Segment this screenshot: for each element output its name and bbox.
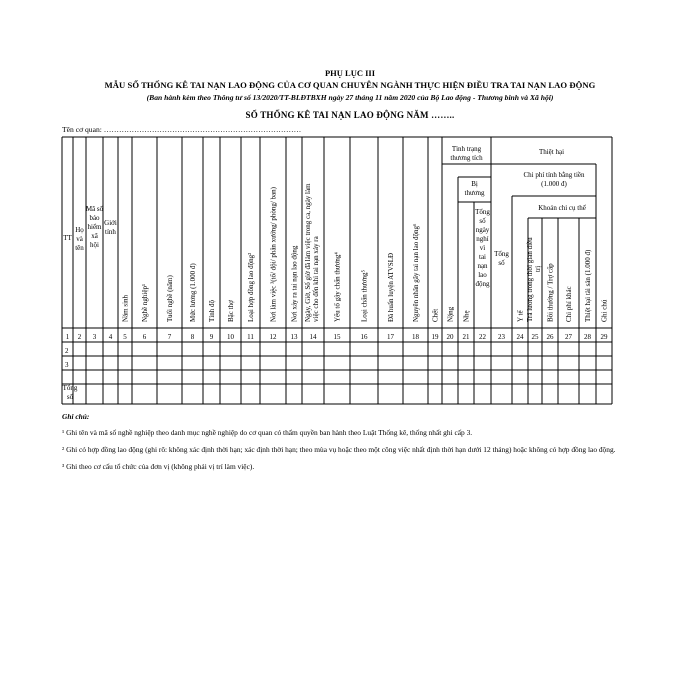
col-header-7: Tuổi nghề (năm) [166,275,174,322]
col-number-12: 12 [269,333,277,341]
col-number-15: 15 [333,333,341,341]
col-header-1: TT [63,234,72,242]
col-number-28: 28 [584,333,591,341]
col-header-15: Yếu tố gây chấn thương⁴ [333,252,342,322]
col-number-4: 4 [108,333,113,341]
col-number-10: 10 [227,333,234,341]
col-number-13: 13 [290,333,298,341]
appendix-label: PHỤ LỤC III [324,68,376,78]
note-1: ¹ Ghi tên và mã số nghề nghiệp theo danh mục nghề nghiệp do cơ quan có thẩm quyền ban hành theo Luật Thống kê, thống nhất ghi cấp 3. [62,428,473,437]
notes-heading: Ghi chú: [62,412,90,421]
group-header-thiet-hai: Thiệt hại [538,148,565,156]
col-header-16: Loại chấn thương⁵ [360,270,369,322]
col-header-3: Mã số bảo hiểm xã hội [85,205,104,249]
group-header-bi-thuong: Bị thương [464,180,485,197]
col-header-28: Thiệt hại tài sản (1.000 đ) [584,249,592,322]
agency-name-line: Tên cơ quan: …………………………………………………………………… [62,125,302,134]
col-number-9: 9 [209,333,214,341]
row-label-3: 3 [65,361,69,369]
note-3: ³ Ghi theo cơ cấu tổ chức của đơn vị (không phải vị trí làm việc). [62,462,255,471]
col-number-7: 7 [167,333,172,341]
group-header-tinh-trang: Tình trạng thương tích [450,145,483,162]
col-number-3: 3 [92,333,97,341]
form-subtitle: (Ban hành kèm theo Thông tư số 13/2020/TT-BLĐTBXH ngày 27 tháng 11 năm 2020 của Bộ Lao động - Thương binh và Xã hội) [146,93,554,102]
col-header-23: Tổng số [494,250,509,267]
row-label-2: 2 [65,347,69,355]
col-number-6: 6 [142,333,147,341]
col-header-24: Y tế [516,310,525,322]
col-number-8: 8 [190,333,195,341]
group-header-chi-phi: Chi phí tính bằng tiền (1.000 đ) [523,171,585,188]
col-number-14: 14 [309,333,317,341]
col-header-14b: việc cho đến khi tai nạn xảy ra [312,236,320,322]
col-number-26: 26 [546,333,554,341]
col-header-25b: trị [534,265,542,272]
col-number-11: 11 [247,333,254,341]
col-number-17: 17 [387,333,394,341]
col-header-12: Nơi làm việc ³(tổ/ đội/ phân xưởng/ phòng/ ban) [269,187,278,322]
book-title: SỔ THỐNG KÊ TAI NẠN LAO ĐỘNG NĂM …….. [245,110,455,120]
col-header-4: Giới tính [104,219,117,236]
col-header-13: Nơi xảy ra tai nạn lao động [290,245,299,322]
col-header-29: Ghi chú [600,299,609,322]
col-number-25: 25 [531,333,539,341]
form-title: MẪU SỔ THỐNG KÊ TAI NẠN LAO ĐỘNG CỦA CƠ QUAN CHUYÊN NGÀNH THỰC HIỆN ĐIỀU TRA TAI NẠN LAO ĐỘNG [104,80,596,90]
col-number-21: 21 [462,333,470,341]
col-header-25: Trả lương trong thời gian điều [526,237,534,322]
col-number-18: 18 [412,333,419,341]
col-header-10: Bậc thợ [227,300,235,322]
notes-section [62,412,642,479]
note-2: ² Ghi có hợp đồng lao động (ghi rõ: không xác định thời hạn; xác định thời hạn; theo mùa vụ hoặc theo một công việc nhất định thời hạn dưới 12 tháng) hoặc không có hợp đồng lao động. [62,445,616,454]
col-number-23: 23 [498,333,505,341]
col-number-5: 5 [123,333,127,341]
col-header-6: Nghề nghiệp¹ [141,283,149,322]
col-header-18: Nguyên nhân gây tai nạn lao động⁶ [412,223,420,322]
col-header-5: Năm sinh [121,294,130,322]
col-header-2: Họ và tên [75,226,84,252]
col-header-11: Loại hợp đồng lao động² [247,252,255,322]
col-header-20: Nặng [446,306,455,322]
col-header-8: Mức lương (1.000 đ) [189,263,197,322]
row-label-total: Tổng số [62,384,78,401]
group-header-khoan-chi: Khoản chi cụ thể [538,204,586,212]
col-number-19: 19 [431,333,439,341]
col-header-26: Bồi thường / Trợ cấp [546,263,555,322]
col-number-20: 20 [446,333,454,341]
col-number-29: 29 [600,333,608,341]
col-number-2: 2 [77,333,82,341]
col-header-22: Tổng số ngày nghỉ vì tai nạn lao động [475,208,490,288]
col-number-16: 16 [360,333,368,341]
col-header-17: Đã huấn luyện ATVSLĐ [387,252,395,322]
col-header-21: Nhẹ [462,310,471,322]
col-header-14: Ngày, Giờ, Số giờ đã làm việc trong ca, ngày làm [304,183,312,322]
col-header-27: Chi phí khác [565,286,573,322]
col-number-27: 27 [565,333,572,341]
col-number-24: 24 [516,333,524,341]
col-header-19: Chết [431,308,440,322]
col-number-22: 22 [479,333,486,341]
col-header-9: Tính độ [208,300,216,322]
col-number-1: 1 [65,333,70,341]
